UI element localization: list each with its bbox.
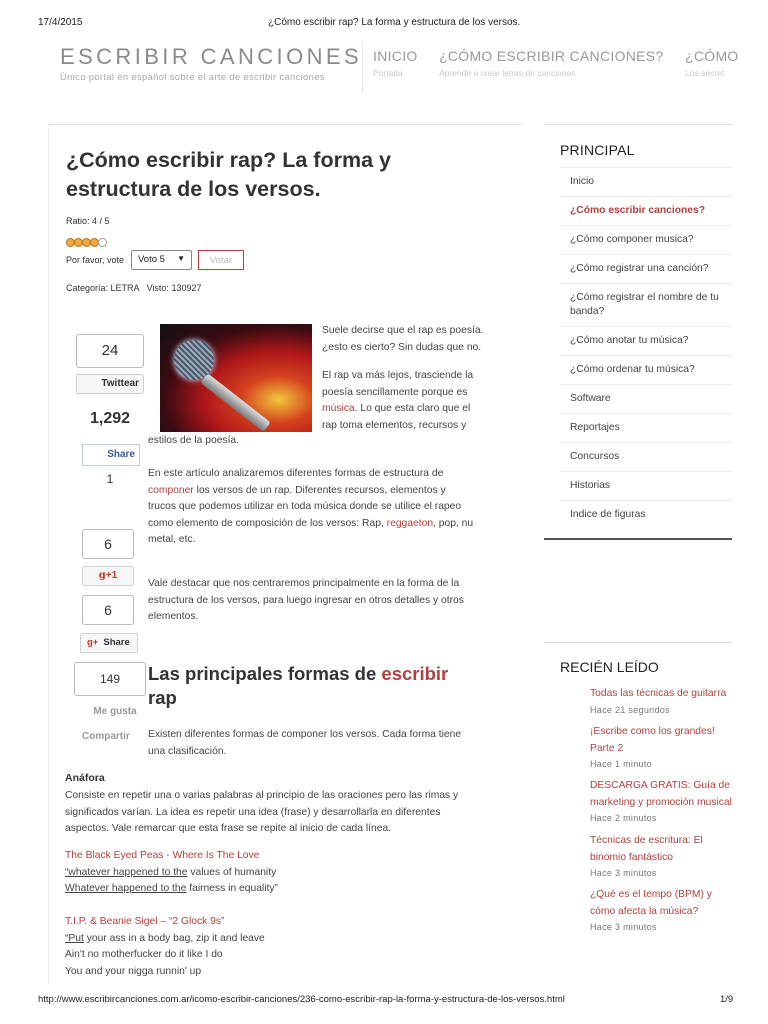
print-date: 17/4/2015 bbox=[38, 17, 83, 28]
heading-text: Las principales formas de bbox=[148, 663, 382, 684]
section-heading bbox=[148, 662, 488, 710]
recent-item-time: Hace 21 segundos bbox=[590, 704, 670, 715]
text-line: ¿esto es cierto? Sin dudas que no. bbox=[322, 341, 482, 353]
paragraph-5 bbox=[148, 727, 518, 760]
category-label: Categoría: bbox=[66, 283, 109, 293]
text-line bbox=[148, 483, 518, 500]
sidebar-recent bbox=[544, 642, 732, 972]
text-line: rap toma elementos, recursos y bbox=[322, 419, 467, 431]
text-span: . Lo que esta claro que el bbox=[354, 403, 471, 414]
sidebar-item-registrar-cancion[interactable]: ¿Cómo registrar una canción? bbox=[560, 254, 732, 283]
text-line: trucos que podemos utilizar en toda música donde se utilice el rapeo bbox=[148, 501, 462, 512]
twitter-count: 24 bbox=[76, 334, 144, 368]
text-span: como elemento de composición de los versos: Rap, bbox=[148, 517, 387, 529]
recent-item[interactable] bbox=[590, 778, 732, 823]
text-line: una clasificación. bbox=[148, 745, 227, 757]
recent-item[interactable] bbox=[590, 833, 732, 878]
gplus-count: 6 bbox=[82, 529, 134, 559]
paragraph-3 bbox=[148, 466, 518, 549]
lyric-underlined: “Put bbox=[65, 932, 84, 944]
share-button[interactable]: Compartir bbox=[82, 731, 130, 742]
vote-label: Por favor, vote bbox=[66, 255, 125, 265]
recent-item-time: Hace 3 minutos bbox=[590, 922, 657, 932]
recent-item-title[interactable]: Técnicas de escritura: El binomio fantástico bbox=[590, 835, 703, 863]
lyric-text: values of humanity bbox=[187, 866, 277, 878]
text-line: Suele decirse que el rap es poesía. bbox=[322, 325, 484, 336]
paragraph-4 bbox=[148, 576, 518, 626]
sidebar-item-historias[interactable]: Historias bbox=[560, 471, 732, 500]
paragraph-1 bbox=[322, 323, 483, 356]
recent-item[interactable] bbox=[590, 686, 732, 715]
text-line: Consiste en repetir una o varias palabras al principio de las oraciones pero las rimas y bbox=[65, 790, 459, 801]
text-line: Existen diferentes formas de componer los versos. Cada forma tiene bbox=[148, 729, 462, 740]
text-line: En este artículo analizaremos diferentes formas de estructura de bbox=[148, 468, 444, 479]
link-musica[interactable]: música bbox=[322, 403, 355, 414]
nav-item-label: ¿CÓMO ESCRIBIR CANCIONES? bbox=[439, 48, 664, 64]
views-value: 130927 bbox=[171, 283, 202, 293]
tweet-button[interactable]: Twittear bbox=[76, 374, 144, 394]
like-button[interactable]: Me gusta bbox=[93, 706, 137, 717]
recent-item[interactable] bbox=[590, 724, 732, 769]
gplus-share-button[interactable] bbox=[80, 633, 138, 653]
song-example-1 bbox=[65, 848, 278, 898]
recent-item[interactable] bbox=[590, 887, 732, 932]
views-label: Visto: bbox=[146, 283, 169, 293]
gplus-icon: g bbox=[98, 570, 106, 581]
sidebar-item-inicio[interactable]: Inicio bbox=[560, 167, 732, 196]
lyric-underlined: Whatever happened to the bbox=[65, 883, 187, 894]
recent-item-title[interactable]: Todas las técnicas de guitarra bbox=[590, 688, 727, 699]
song-title-link[interactable]: T.I.P. & Beanie Sigel – “2 Glock 9s” bbox=[65, 916, 225, 927]
nav-item-como-more[interactable] bbox=[685, 48, 739, 78]
print-page-title: ¿Cómo escribir rap? La forma y estructura de los versos. bbox=[268, 17, 521, 28]
gplus-share-count: 6 bbox=[82, 595, 134, 625]
main-nav bbox=[362, 42, 739, 92]
microphone-body bbox=[200, 373, 270, 432]
sidebar-item-ordenar[interactable]: ¿Cómo ordenar tu música? bbox=[560, 355, 732, 384]
sidebar-item-registrar-banda[interactable]: ¿Cómo registrar el nombre de tu banda? bbox=[560, 283, 732, 326]
text-line bbox=[148, 516, 518, 533]
vote-select[interactable] bbox=[131, 250, 192, 270]
subheading-anafora: Anáfora bbox=[65, 772, 105, 784]
sidebar-item-concursos[interactable]: Concursos bbox=[560, 442, 732, 471]
lyric-line bbox=[65, 881, 278, 898]
text-line: elementos. bbox=[148, 611, 199, 622]
nav-item-inicio[interactable] bbox=[373, 48, 418, 78]
gplus-share-label: Share bbox=[103, 637, 130, 648]
heading-link[interactable]: escribir bbox=[381, 663, 449, 684]
print-page-number: 1/9 bbox=[720, 994, 734, 1005]
sidebar-item-software[interactable]: Software bbox=[560, 384, 732, 413]
category-value[interactable]: LETRA bbox=[110, 283, 140, 293]
vote-button[interactable]: Votar bbox=[198, 250, 244, 270]
text-line: Vale destacar que nos centraremos principalmente en la forma de la bbox=[148, 578, 460, 589]
recent-item-title[interactable]: ¿Qué es el tempo (BPM) y cómo afecta la música? bbox=[590, 889, 712, 917]
content-top-divider bbox=[48, 124, 522, 125]
lyric-text: your ass in a body bag, zip it and leave bbox=[83, 932, 265, 944]
link-reggaeton[interactable]: reggaeton bbox=[386, 517, 434, 529]
text-line: poesía sencillamente porque es bbox=[322, 386, 468, 398]
sidebar-title: PRINCIPAL bbox=[560, 142, 635, 158]
text-line: significados varían. La idea es repetir una idea (frase) y desarrollarla en diferentes bbox=[65, 806, 441, 818]
sidebar-item-reportajes[interactable]: Reportajes bbox=[560, 413, 732, 442]
song-title-link[interactable]: The Black Eyed Peas - Where Is The Love bbox=[65, 850, 260, 861]
lyric-text: fairness in equality” bbox=[186, 883, 278, 894]
recent-item-title[interactable]: DESCARGA GRATIS: Guía de marketing y promoción musical bbox=[590, 780, 732, 808]
sidebar-item-anotar[interactable]: ¿Cómo anotar tu música? bbox=[560, 326, 732, 355]
paragraph-anafora bbox=[65, 788, 515, 838]
nav-item-sublabel: Los secret bbox=[685, 68, 725, 78]
article-title: ¿Cómo escribir rap? La forma y estructura de los versos. bbox=[66, 148, 391, 201]
sidebar-item-componer[interactable]: ¿Cómo componer musica? bbox=[560, 225, 732, 254]
recent-item-time: Hace 3 minutos bbox=[590, 868, 657, 878]
caret-down-icon: ▼ bbox=[177, 254, 185, 263]
sidebar-item-indice[interactable]: Indice de figuras bbox=[560, 500, 732, 529]
lyric-line bbox=[65, 931, 265, 948]
site-logo[interactable]: ESCRIBIR CANCIONES bbox=[60, 44, 363, 69]
lyric-line: Ain't no motherfucker do it like I do bbox=[65, 949, 223, 960]
song-example-2 bbox=[65, 914, 265, 980]
sidebar-principal bbox=[544, 124, 732, 540]
recent-item-title[interactable]: ¡Escribe como los grandes! Parte 2 bbox=[590, 726, 715, 754]
paragraph-2-end: estilos de la poesía. bbox=[148, 435, 240, 446]
microphone-icon bbox=[174, 340, 214, 380]
text-line: metal, etc. bbox=[148, 534, 196, 545]
facebook-share-button[interactable]: Share bbox=[82, 444, 140, 466]
vote-select-value: Voto 5 bbox=[138, 254, 165, 265]
text-line bbox=[322, 401, 473, 418]
gplus-one-label: +1 bbox=[105, 570, 118, 581]
microphone-photo bbox=[160, 324, 312, 432]
sidebar-recent-title: RECIÉN LEÍDO bbox=[560, 659, 659, 675]
paragraph-2 bbox=[322, 368, 473, 434]
text-line: estructura de los versos, para luego ingresar en otros detalles y otros bbox=[148, 594, 464, 606]
nav-item-label: ¿CÓMO bbox=[685, 48, 739, 64]
lyric-line bbox=[65, 865, 278, 882]
rating-text: Ratio: 4 / 5 bbox=[66, 216, 110, 226]
text-span: , pop, nu bbox=[433, 517, 474, 529]
star-rating bbox=[66, 238, 106, 247]
linkedin-count: 1 bbox=[106, 472, 114, 486]
content-left-border bbox=[48, 124, 49, 984]
text-line: El rap va más lejos, trasciende la bbox=[322, 370, 474, 381]
nav-item-label: INICIO bbox=[373, 48, 418, 64]
sidebar-item-como-escribir[interactable]: ¿Cómo escribir canciones? bbox=[560, 196, 732, 225]
article-meta bbox=[66, 283, 202, 293]
like-count: 149 bbox=[74, 662, 146, 696]
sidebar-menu bbox=[560, 167, 732, 529]
star-empty-icon bbox=[98, 238, 107, 247]
lyric-underlined: “whatever happened to the bbox=[65, 866, 188, 878]
nav-item-sublabel: Portada bbox=[373, 68, 403, 78]
site-tagline: Único portal en español sobre el arte de escribir canciones bbox=[60, 72, 325, 83]
nav-item-sublabel: Aprende a crear letras de canciones bbox=[439, 68, 576, 78]
heading-text: rap bbox=[148, 687, 177, 708]
text-span: los versos de un rap. Diferentes recursos, elementos y bbox=[193, 484, 446, 496]
text-line: aspectos. Vale remarcar que esta frase se repite al inicio de cada línea. bbox=[65, 823, 392, 834]
recent-item-time: Hace 1 minuto bbox=[590, 759, 652, 769]
gplus-icon: g+ bbox=[87, 637, 99, 648]
print-url: http://www.escribircanciones.com.ar/icomo-escribir-canciones/236-como-escribir-rap-la-forma-y-estructura-de-los-versos.html bbox=[38, 994, 565, 1005]
nav-item-como-escribir[interactable] bbox=[439, 48, 664, 78]
link-componer[interactable]: componer bbox=[148, 484, 194, 496]
recent-item-time: Hace 2 minutos bbox=[590, 813, 657, 823]
facebook-count: 1,292 bbox=[89, 410, 131, 427]
gplus-one-button[interactable] bbox=[82, 566, 134, 586]
lyric-line: You and your nigga runnin' up bbox=[65, 965, 202, 977]
